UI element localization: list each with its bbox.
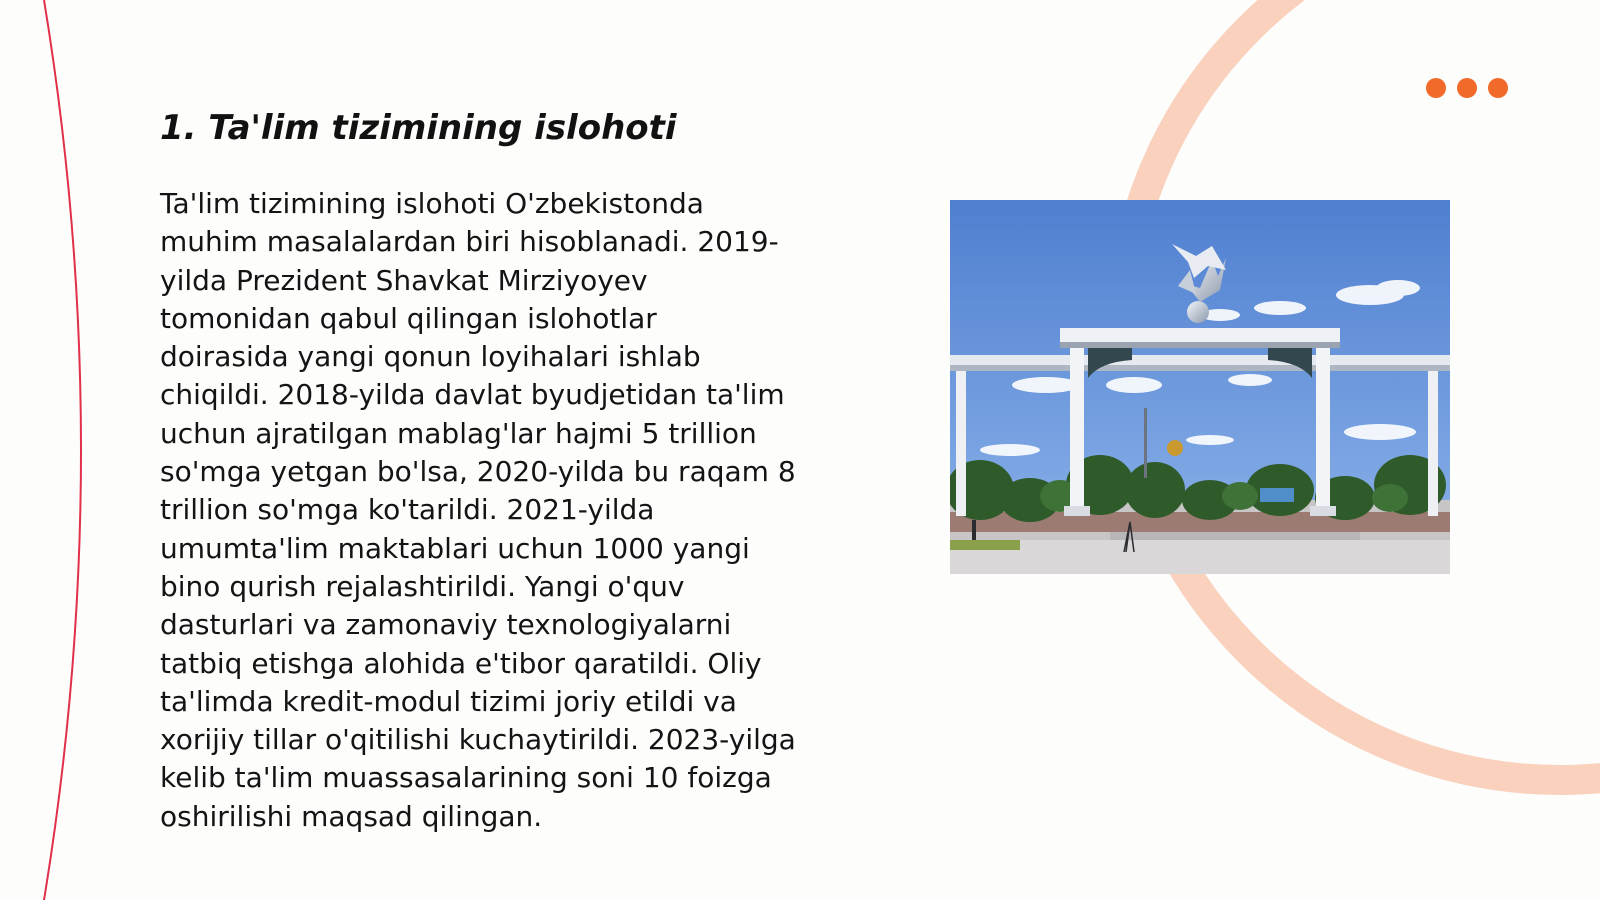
slide-body-text — [160, 185, 840, 836]
body-line: doirasida yangi qonun loyihalari ishlab — [160, 340, 701, 374]
body-line: so'mga yetgan bo'lsa, 2020-yilda bu raqam 8 — [160, 455, 796, 489]
three-dots-icon — [1426, 78, 1508, 98]
monument-photo — [950, 200, 1450, 574]
left-curve-line — [44, 0, 81, 900]
dot — [1457, 78, 1477, 98]
body-line: tomonidan qabul qilingan islohotlar — [160, 301, 657, 335]
body-line: trillion so'mga ko'tarildi. 2021-yilda — [160, 493, 655, 527]
body-line: uchun ajratilgan mablag'lar hajmi 5 trillion — [160, 416, 757, 450]
body-line: Ta'lim tizimining islohoti O'zbekistonda — [160, 187, 704, 220]
body-line: tatbiq etishga alohida e'tibor qaratildi. Oliy — [160, 646, 762, 680]
body-line: oshirilishi maqsad qilingan. — [160, 799, 543, 833]
body-line: xorijiy tillar o'qitilishi kuchaytirildi. 2023-yilga — [160, 723, 796, 757]
body-line: ta'limda kredit-modul tizimi joriy etildi va — [160, 684, 737, 718]
body-line: muhim masalalardan biri hisoblanadi. 2019- — [160, 225, 779, 259]
body-line: dasturlari va zamonaviy texnologiyalarni — [160, 608, 732, 642]
body-line: yilda Prezident Shavkat Mirziyoyev — [160, 263, 648, 297]
dot — [1426, 78, 1446, 98]
dot — [1488, 78, 1508, 98]
body-line: chiqildi. 2018-yilda davlat byudjetidan ta'lim — [160, 378, 785, 412]
body-line: bino qurish rejalashtirildi. Yangi o'quv — [160, 569, 685, 603]
slide-title: 1. Ta'lim tizimining islohoti — [160, 108, 677, 148]
body-line: kelib ta'lim muassasalarining soni 10 foizga — [160, 761, 772, 795]
body-line: umumta'lim maktablari uchun 1000 yangi — [160, 531, 750, 565]
